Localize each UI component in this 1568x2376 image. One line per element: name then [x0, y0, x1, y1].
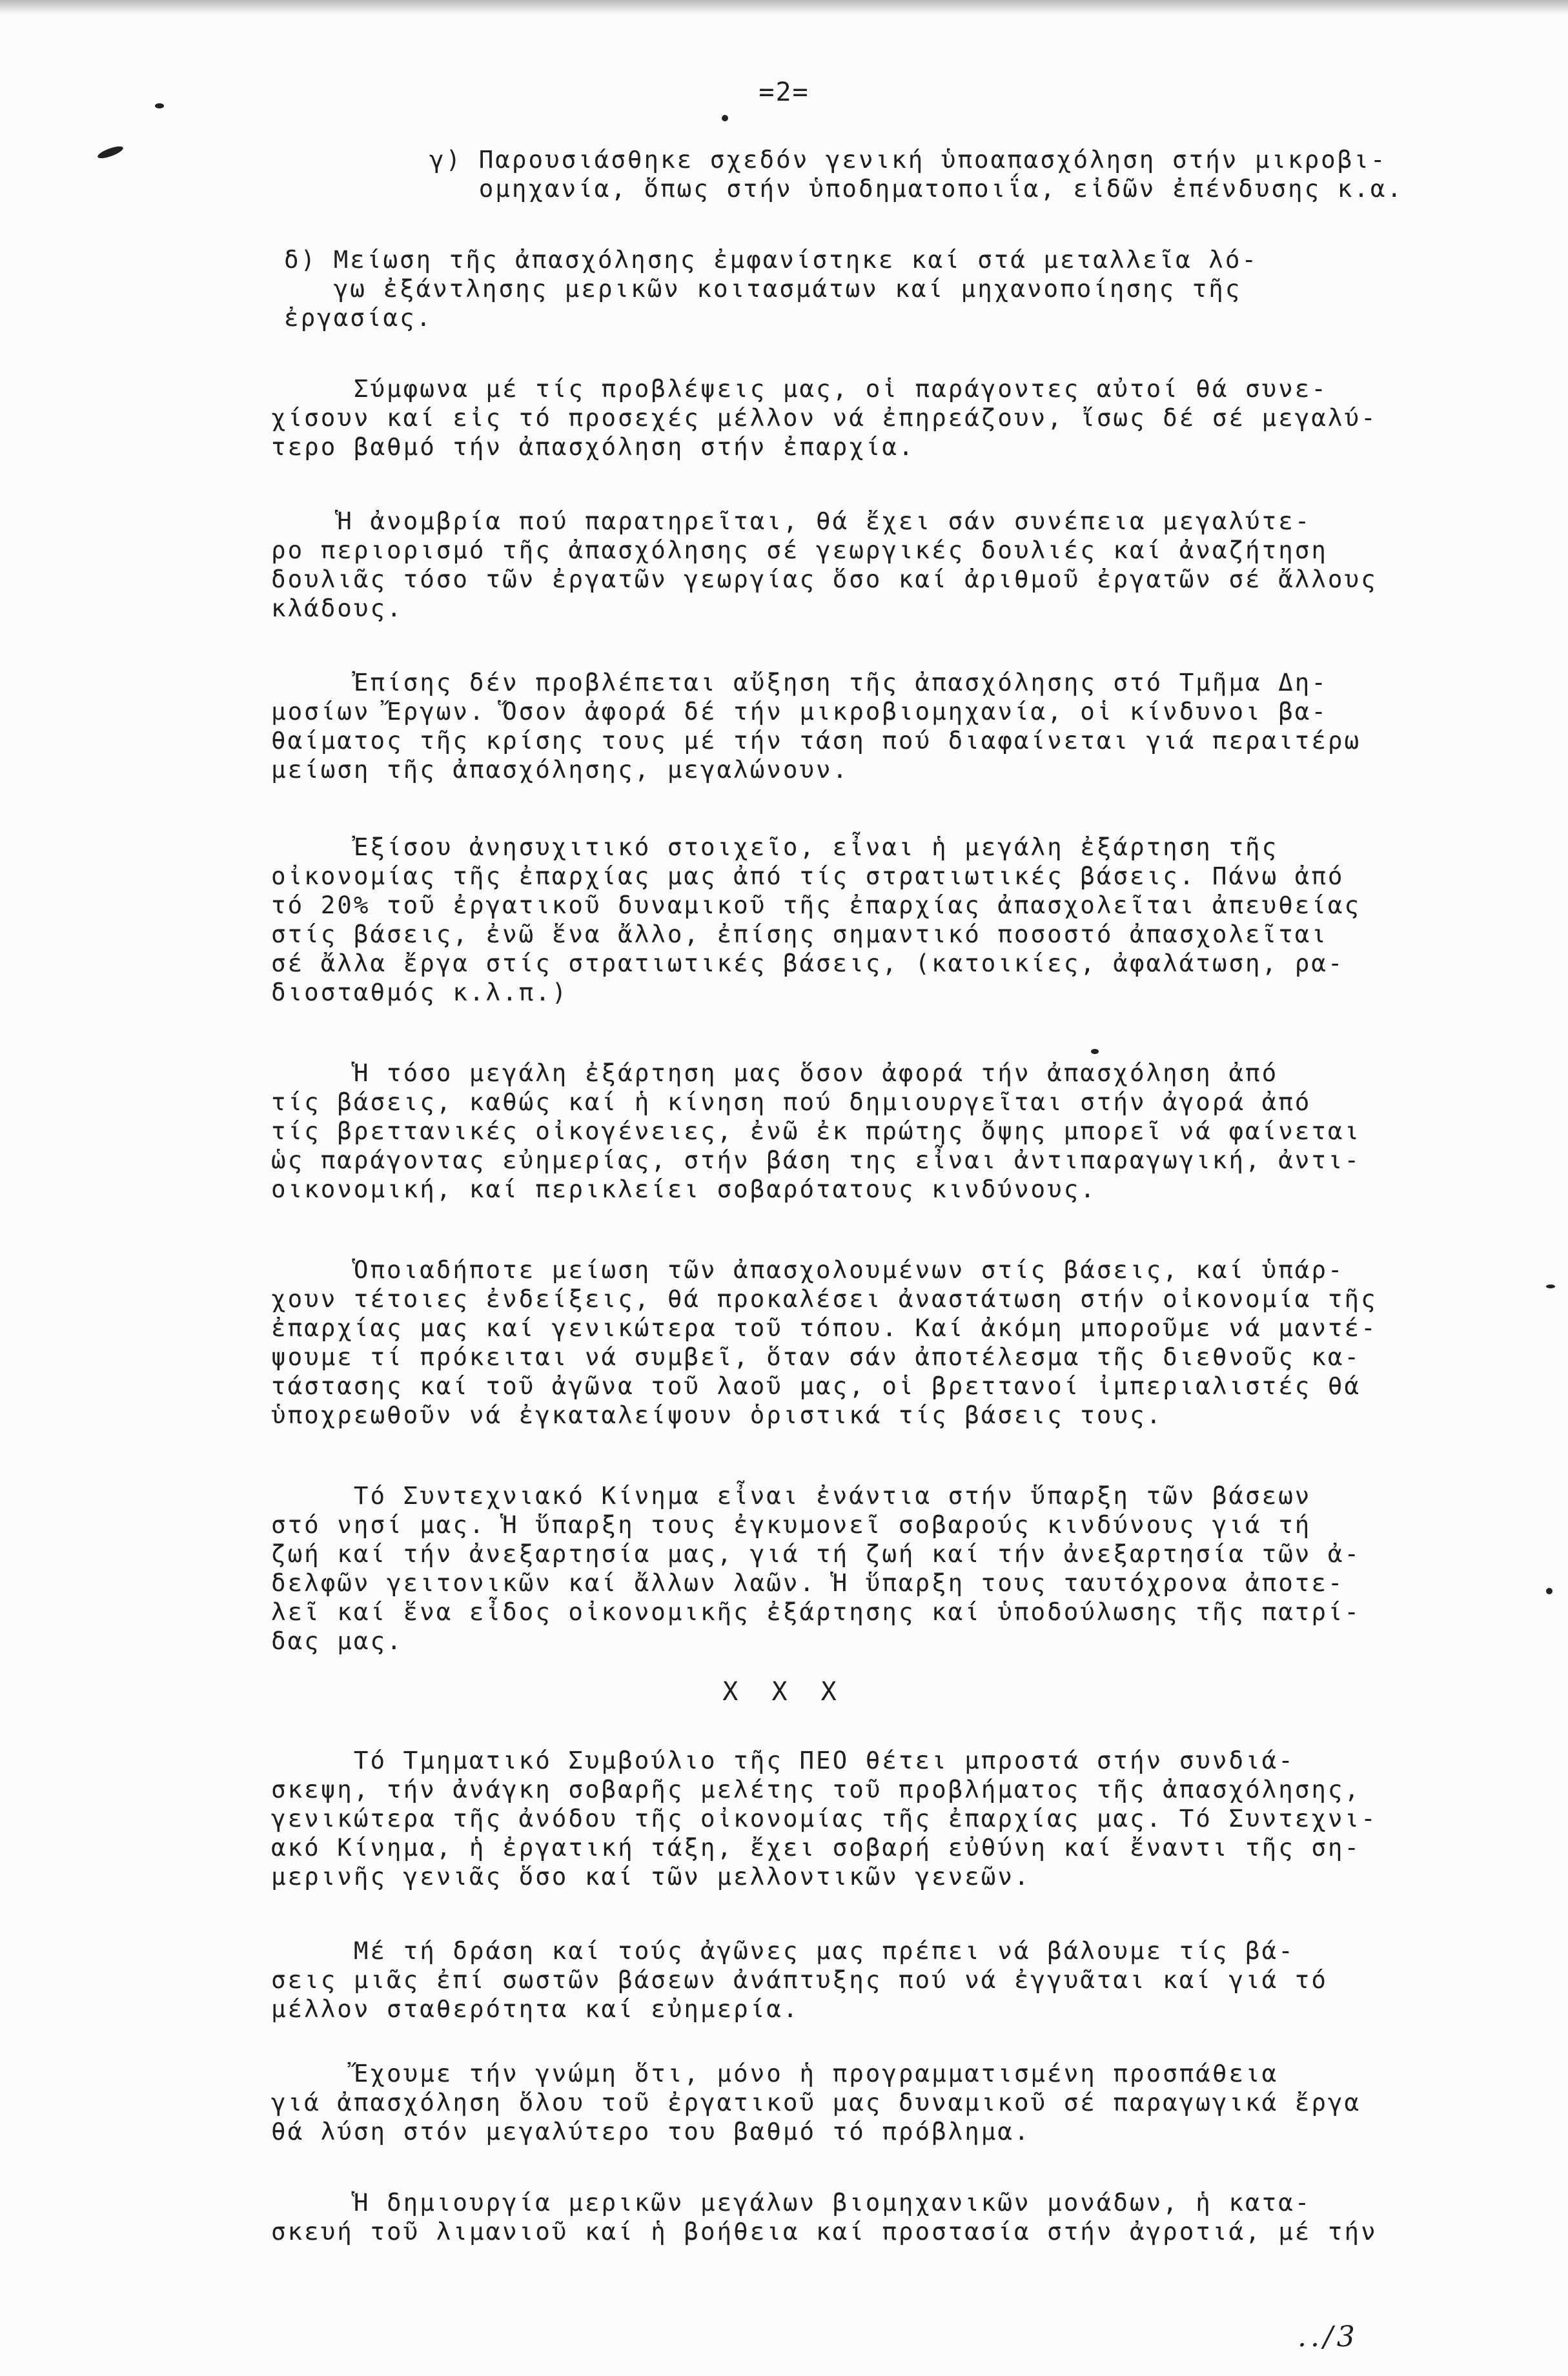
section-divider: X X X	[722, 1677, 846, 1707]
scan-speck	[96, 144, 125, 161]
paragraph-forecast: Σύμφωνα μέ τίς προβλέψεις μας, οἱ παράγοντες αὐτοί θά συνε- χίσουν καί εἰς τό προσεχές μέλλον νά ἐπηρεάζουν, ἴσως δέ σέ μεγαλύ- τερο βαθμό τήν ἀπασχόληση στήν ἐπαρχία.	[271, 374, 1378, 461]
paragraph-planning: Ἔχουμε τήν γνώμη ὅτι, μόνο ἡ προγραμματισμένη προσπάθεια γιά ἀπασχόληση ὅλου τοῦ ἐργατικοῦ μας δυναμικοῦ σέ παραγωγικά ἔργα θά λύση στόν μεγαλύτερο του βαθμό τό πρόβλημα.	[271, 2059, 1361, 2146]
scan-speck	[722, 115, 728, 121]
paragraph-public-works: Ἐπίσης δέν προβλέπεται αὔξηση τῆς ἀπασχόλησης στό Τμῆμα Δη- μοσίων Ἔργων. Ὅσον ἀφορά δέ τήν μικροβιομηχανία, οἱ κίνδυνοι βα- θαίματος τῆς κρίσης τους μέ τήν τάση πού διαφαίνεται γιά περαιτέρω μείωση τῆς ἀπασχόλησης, μεγαλώνουν.	[271, 668, 1361, 784]
page-continuation: ../3	[1298, 2320, 1359, 2353]
paragraph-dependence: Ἡ τόσο μεγάλη ἐξάρτηση μας ὅσον ἀφορά τήν ἀπασχόληση ἀπό τίς βάσεις, καθώς καί ἡ κίνηση πού δημιουργεῖται στήν ἀγορά ἀπό τίς βρεττανικές οἰκογένειες, ἐνῶ ἐκ πρώτης ὄψης μπορεῖ νά φαίνεται ὡς παράγοντας εὐημερίας, στήν βάση της εἶναι ἀντιπαραγωγική, ἀντι- οικονομική, καί περικλείει σοβαρότατους κινδύνους.	[271, 1059, 1361, 1203]
paragraph-reduction: Ὁποιαδήποτε μείωση τῶν ἀπασχολουμένων στίς βάσεις, καί ὑπάρ- χουν τέτοιες ἐνδείξεις, θά προκαλέσει ἀναστάτωση στήν οἰκονομία τῆς ἐπαρχίας μας καί γενικώτερα τοῦ τόπου. Καί ἀκόμη μποροῦμε νά μαντέ- ψουμε τί πρόκειται νά συμβεῖ, ὅταν σάν ἀποτέλεσμα τῆς διεθνοῦς κα- τάστασης καί τοῦ ἀγῶνα τοῦ λαοῦ μας, οἱ βρεττανοί ἰμπεριαλιστές θά ὑποχρεωθοῦν νά ἐγκαταλείψουν ὁριστικά τίς βάσεις τους.	[271, 1255, 1378, 1429]
scan-speck	[155, 103, 164, 108]
paragraph-action: Μέ τή δράση καί τούς ἀγῶνες μας πρέπει νά βάλουμε τίς βά- σεις μιᾶς ἐπί σωστῶν βάσεων ἀνάπτυξης πού νά ἐγγυᾶται καί γιά τό μέλλον σταθερότητα καί εὐημερία.	[271, 1936, 1328, 2023]
scan-speck	[1091, 1049, 1099, 1054]
scan-speck	[1546, 1284, 1555, 1288]
page-number-marker: =2=	[759, 77, 809, 107]
paragraph-delta: δ) Μείωση τῆς ἀπασχόλησης ἐμφανίστηκε καί στά μεταλλεῖα λό- γω ἐξάντλησης μερικῶν κοιτασμάτων καί μηχανοποίησης τῆς ἐργασίας.	[284, 245, 1259, 332]
paragraph-drought: Ἡ ἀνομβρία πού παρατηρεῖται, θά ἔχει σάν συνέπεια μεγαλύτε- ρο περιορισμό τῆς ἀπασχόλησης σέ γεωργικές δουλιές καί ἀναζήτηση δουλιᾶς τόσο τῶν ἐργατῶν γεωργίας ὅσο καί ἀριθμοῦ ἐργατῶν σέ ἄλλους κλάδους.	[271, 507, 1378, 622]
scan-speck	[1546, 1588, 1553, 1594]
paragraph-gamma: γ) Παρουσιάσθηκε σχεδόν γενική ὑποαπασχόληση στήν μικροβι- ομηχανία, ὅπως στήν ὑποδηματοποιΐα, εἰδῶν ἐπένδυσης κ.α.	[429, 145, 1404, 203]
paragraph-council: Τό Τμηματικό Συμβούλιο τῆς ΠΕΟ θέτει μπροστά στήν συνδιά- σκεψη, τήν ἀνάγκη σοβαρῆς μελέτης τοῦ προβλήματος τῆς ἀπασχόλησης, γενικώτερα τῆς ἀνόδου τῆς οἰκονομίας τῆς ἐπαρχίας μας. Τό Συντεχνι- ακό Κίνημα, ἡ ἐργατική τάξη, ἔχει σοβαρή εὐθύνη καί ἔναντι τῆς ση- μερινῆς γενιᾶς ὅσο καί τῶν μελλοντικῶν γενεῶν.	[271, 1746, 1378, 1891]
paragraph-military-bases: Ἐξίσου ἀνησυχιτικό στοιχεῖο, εἶναι ἡ μεγάλη ἐξάρτηση τῆς οἰκονομίας τῆς ἐπαρχίας μας ἀπό τίς στρατιωτικές βάσεις. Πάνω ἀπό τό 20% τοῦ ἐργατικοῦ δυναμικοῦ τῆς ἐπαρχίας ἀπασχολεῖται ἀπευθείας στίς βάσεις, ἐνῶ ἕνα ἄλλο, ἐπίσης σημαντικό ποσοστό ἀπασχολεῖται σέ ἄλλα ἔργα στίς στρατιωτικές βάσεις, (κατοικίες, ἀφαλάτωση, ρα- διοσταθμός κ.λ.π.)	[271, 833, 1361, 1006]
scan-edge-shadow	[0, 0, 1568, 14]
paragraph-trade-union: Τό Συντεχνιακό Κίνημα εἶναι ἐνάντια στήν ὕπαρξη τῶν βάσεων στό νησί μας. Ἡ ὕπαρξη τους ἐγκυμονεῖ σοβαρούς κινδύνους γιά τή ζωή καί τήν ἀνεξαρτησία μας, γιά τή ζωή καί τήν ἀνεξαρτησία τῶν ἀ- δελφῶν γειτονικῶν καί ἄλλων λαῶν. Ἡ ὕπαρξη τους ταυτόχρονα ἀποτε- λεῖ καί ἕνα εἶδος οἰκονομικῆς ἐξάρτησης καί ὑποδούλωσης τῆς πατρί- δας μας.	[271, 1481, 1361, 1655]
paragraph-industry: Ἡ δημιουργία μερικῶν μεγάλων βιομηχανικῶν μονάδων, ἡ κατα- σκευή τοῦ λιμανιοῦ καί ἡ βοήθεια καί προστασία στήν ἀγροτιά, μέ τήν	[271, 2188, 1378, 2246]
